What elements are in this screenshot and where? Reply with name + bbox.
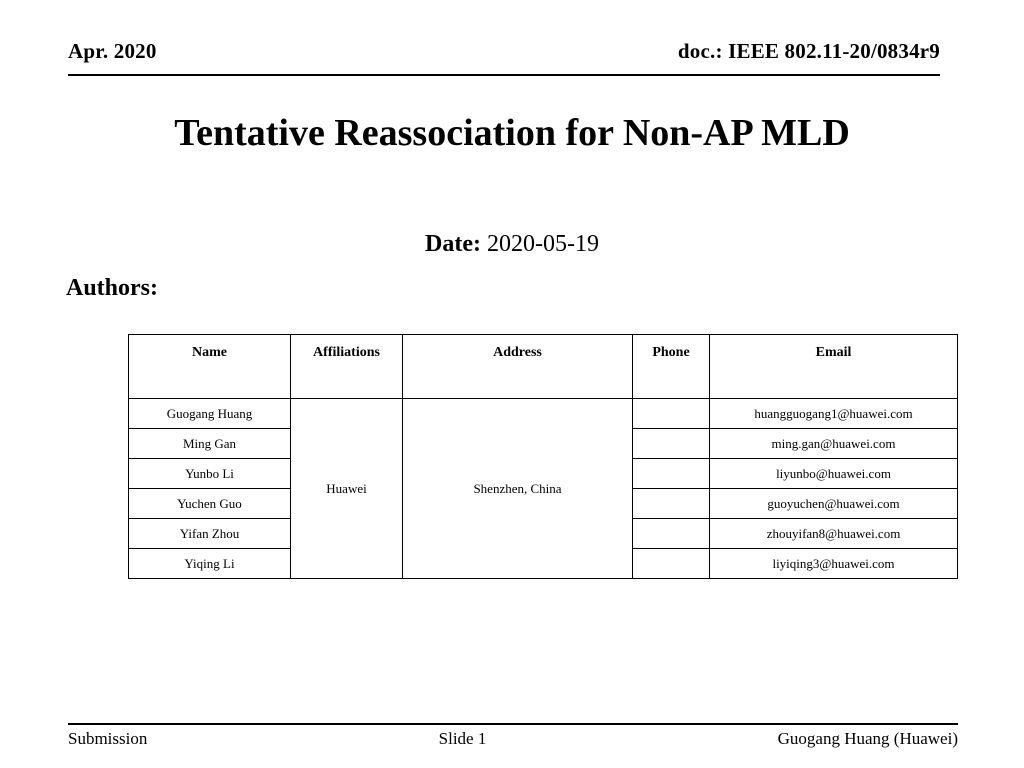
header-date: Apr. 2020 bbox=[68, 39, 157, 63]
authors-table-header bbox=[129, 335, 958, 399]
slide-header bbox=[68, 40, 940, 76]
table-row bbox=[129, 399, 958, 429]
column-header-address: Address bbox=[403, 335, 633, 399]
cell-phone bbox=[633, 429, 710, 459]
footer-slide-number: Slide 1 bbox=[438, 729, 487, 748]
cell-affiliation: Huawei bbox=[291, 399, 403, 579]
footer-submission: Submission bbox=[68, 729, 148, 748]
slide-footer bbox=[68, 723, 958, 749]
cell-name: Ming Gan bbox=[129, 429, 291, 459]
table-header-row bbox=[129, 335, 958, 399]
date-value: 2020-05-19 bbox=[486, 231, 599, 257]
column-header-name: Name bbox=[129, 335, 291, 399]
date-line bbox=[62, 230, 962, 259]
cell-email: guoyuchen@huawei.com bbox=[710, 489, 958, 519]
cell-name: Guogang Huang bbox=[129, 399, 291, 429]
cell-email: huangguogang1@huawei.com bbox=[710, 399, 958, 429]
cell-email: liyiqing3@huawei.com bbox=[710, 549, 958, 579]
cell-phone bbox=[633, 489, 710, 519]
cell-phone bbox=[633, 549, 710, 579]
authors-label: Authors: bbox=[66, 275, 159, 301]
cell-name: Yiqing Li bbox=[129, 549, 291, 579]
cell-email: zhouyifan8@huawei.com bbox=[710, 519, 958, 549]
header-document-id: doc.: IEEE 802.11-20/0834r9 bbox=[677, 39, 940, 63]
cell-name: Yuchen Guo bbox=[129, 489, 291, 519]
cell-phone bbox=[633, 399, 710, 429]
column-header-phone: Phone bbox=[633, 335, 710, 399]
cell-name: Yifan Zhou bbox=[129, 519, 291, 549]
page-title: Tentative Reassociation for Non-AP MLD bbox=[174, 112, 850, 154]
cell-phone bbox=[633, 519, 710, 549]
column-header-email: Email bbox=[710, 335, 958, 399]
footer-author: Guogang Huang (Huawei) bbox=[777, 729, 958, 748]
authors-table-body bbox=[129, 399, 958, 579]
date-label: Date: bbox=[425, 231, 481, 257]
cell-phone bbox=[633, 459, 710, 489]
column-header-affiliations: Affiliations bbox=[291, 335, 403, 399]
cell-email: liyunbo@huawei.com bbox=[710, 459, 958, 489]
cell-address: Shenzhen, China bbox=[403, 399, 633, 579]
authors-table bbox=[128, 334, 958, 579]
cell-email: ming.gan@huawei.com bbox=[710, 429, 958, 459]
cell-name: Yunbo Li bbox=[129, 459, 291, 489]
